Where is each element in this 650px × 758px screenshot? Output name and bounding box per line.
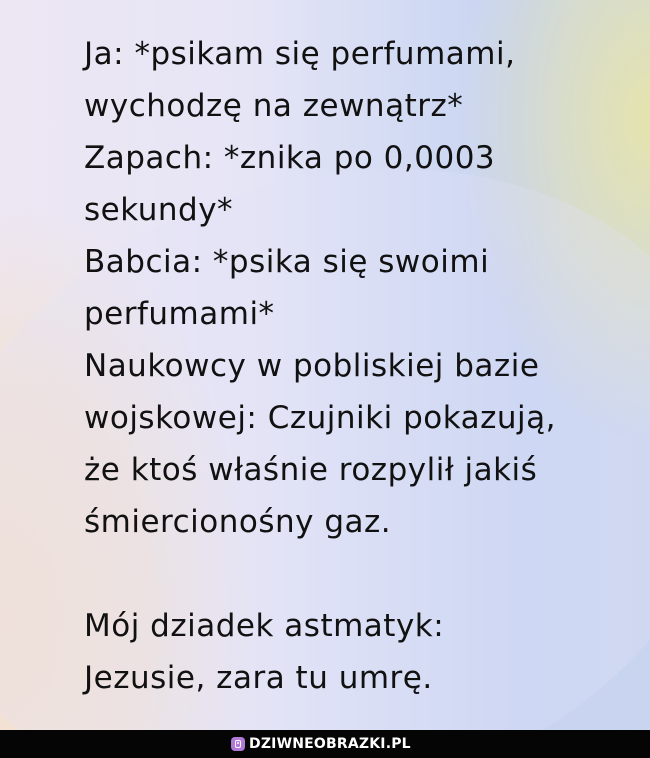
text-line-2: wychodzę na zewnątrz* <box>84 88 464 124</box>
brand-text: DZIWNEOBRAZKI.PL <box>249 736 411 752</box>
lock-icon <box>231 737 245 751</box>
text-line-5: Babcia: *psika się swoimi <box>84 244 490 280</box>
text-line-3: Zapach: *znika po 0,0003 <box>84 140 496 176</box>
text-line-12: Jezusie, zara tu umrę. <box>84 660 433 696</box>
text-line-7: Naukowcy w pobliskiej bazie <box>84 348 540 384</box>
text-line-4: sekundy* <box>84 192 234 228</box>
paragraph-gap <box>84 548 609 600</box>
site-brand <box>231 735 411 753</box>
footer-bar <box>0 730 650 758</box>
text-line-11: Mój dziadek astmatyk: <box>84 608 445 644</box>
text-line-1: Ja: *psikam się perfumami, <box>84 36 516 72</box>
text-line-10: śmiercionośny gaz. <box>84 504 392 540</box>
text-line-6: perfumami* <box>84 296 275 332</box>
meme-text-block <box>84 28 609 704</box>
text-line-9: że ktoś właśnie rozpylił jakiś <box>84 452 538 488</box>
text-line-8: wojskowej: Czujniki pokazują, <box>84 400 557 436</box>
